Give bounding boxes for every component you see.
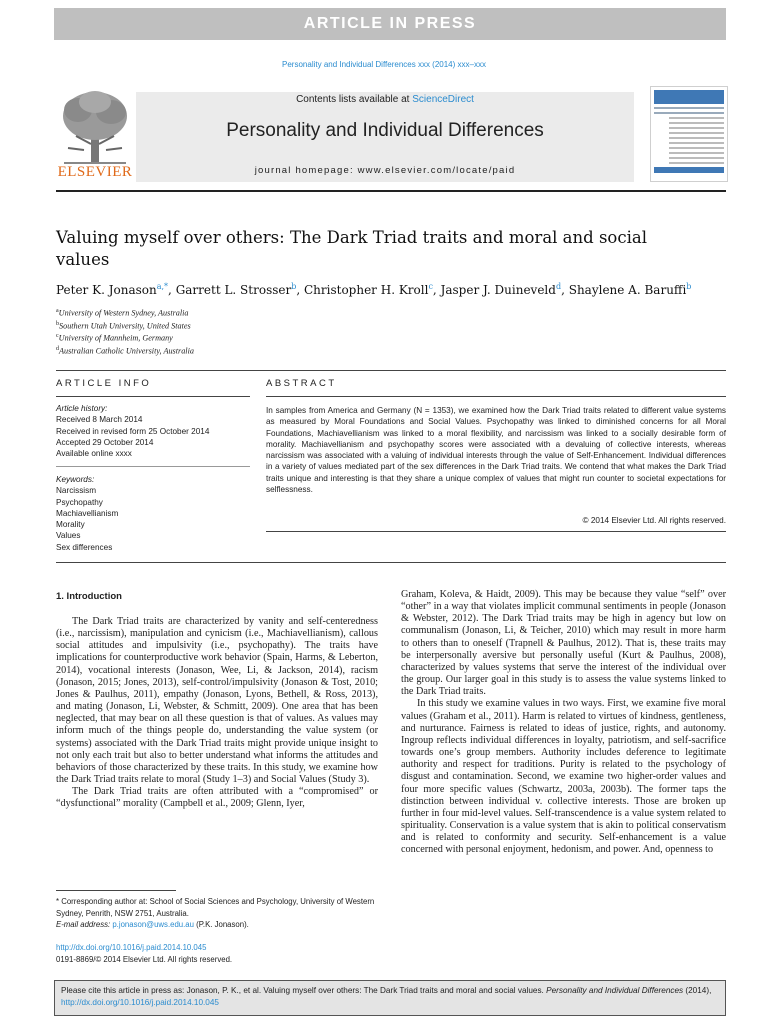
article-history <box>56 403 256 459</box>
author-affiliation-mark[interactable]: b <box>686 282 692 291</box>
affiliation: $^d$Australian Catholic University, Australia <box>56 346 194 356</box>
citation-box <box>54 980 726 1016</box>
email-label: E-mail address: <box>56 920 113 929</box>
divider <box>56 466 250 467</box>
history-item: Accepted 29 October 2014 <box>56 437 154 447</box>
history-item: Received 8 March 2014 <box>56 415 143 425</box>
footnote-divider <box>56 890 176 891</box>
author-name: Christopher H. Kroll <box>303 283 429 297</box>
contents-prefix: Contents lists available at <box>296 94 413 105</box>
paragraph: The Dark Triad traits are often attributed with a “compromised” or “dysfunctional” morality (Campbell et al., 2009; Glenn, Iyer, <box>56 786 378 810</box>
corresponding-author-note: * Corresponding author at: School of Social Sciences and Psychology, University of Western Sydney, Penrith, NSW 2751, Australia. <box>56 897 375 918</box>
abstract-text: In samples from America and Germany (N = 1353), we examined how the Dark Triad traits related to different value systems as measured by Moral Foundations and Social Values. Psychopathy was linked to diminished concerns for all Moral Foundations, Machiavellianism was linked to a moral flexibility, and narcissism was linked to a socially desirable form of morality. Machiavellianism and psychopathy scores were associated with a devaluing of collective interests, whereas narcissism was associated with a valuing of individual interests through the value of Self-Enhancement. Individual differences in a variety of values mediated part of the sex differences in the Dark Triad traits. We contend that what makes the Dark Triad traits unique and interesting is that they share a unique complex of values that might run counter to societal expectations for selflessness. <box>266 406 726 495</box>
author-affiliation-mark[interactable]: b <box>291 282 297 291</box>
doi-link[interactable]: http://dx.doi.org/10.1016/j.paid.2014.10.045 <box>56 943 207 952</box>
keyword: Psychopathy <box>56 497 103 507</box>
journal-cover-thumbnail[interactable] <box>650 86 728 182</box>
citation-journal: Personality and Individual Differences <box>546 986 684 995</box>
paragraph: The Dark Triad traits are characterized by vanity and self-centeredness (i.e., narcissism), manipulation and cynicism (i.e., Machiavellianism), callous social attitudes and impulsivity (i.e., psychopathy). The traits have implications for counterproductive work behavior (Spain, Harms, & Leberton, 2014), vocational interests (Jonason, Wee, Li, & Jackson, 2014), racism (Jonason, 2015; Jones, 2013), self-control/impulsivity (Jonason & Tost, 2010; Jones & Paulhus, 2011), empathy (Jonason, Lyons, Bethell, & Ross, 2013), and mating (Jonason, Li, Webster, & Schmitt, 2009). One area that has been neglected, that may bear on all these question is that of values. As values may inform much of the things people do, understanding the value system (or systems) associated with the Dark Triad traits might provide unique insight to not only each trait but also to better understand what informs the attitudes and behaviors of those characterized by these traits. In this study, we examine how the Dark Triad traits relate to moral (Study 1–3) and Social Values (Study 3). <box>56 616 378 786</box>
citation-doi-link[interactable]: http://dx.doi.org/10.1016/j.paid.2014.10.045 <box>61 998 219 1007</box>
elsevier-logo <box>56 88 134 184</box>
affiliation: $^b$Southern Utah University, United States <box>56 320 191 331</box>
homepage-url[interactable]: www.elsevier.com/locate/paid <box>357 165 516 176</box>
keyword: Sex differences <box>56 542 113 552</box>
history-item: Available online xxxx <box>56 449 132 459</box>
author-affiliation-mark[interactable]: c <box>428 282 433 291</box>
affiliation: $^c$University of Mannheim, Germany <box>56 333 173 344</box>
author-name: Jasper J. Duineveld <box>440 283 556 297</box>
doi-block <box>56 942 378 965</box>
homepage-label: journal homepage: <box>254 165 358 176</box>
affiliations <box>56 306 456 357</box>
history-label: Article history: <box>56 404 108 413</box>
contents-line <box>136 94 634 105</box>
author-name: Garrett L. Strosser <box>175 283 292 297</box>
copyright: © 2014 Elsevier Ltd. All rights reserved. <box>582 516 726 525</box>
keyword: Machiavellianism <box>56 508 119 518</box>
keywords <box>56 474 256 553</box>
sciencedirect-link[interactable]: ScienceDirect <box>412 94 474 105</box>
history-item: Received in revised form 25 October 2014 <box>56 426 210 436</box>
divider <box>56 396 250 397</box>
abstract-heading: ABSTRACT <box>266 378 337 389</box>
divider <box>266 531 726 532</box>
divider <box>266 396 726 397</box>
banner-text: ARTICLE IN PRESS <box>303 15 477 32</box>
journal-reference-link[interactable]: Personality and Individual Differences xxx (2014) xxx–xxx <box>282 60 486 69</box>
journal-title: Personality and Individual Differences <box>226 120 544 141</box>
article-info-heading: ARTICLE INFO <box>56 378 152 389</box>
issn-line: 0191-8869/© 2014 Elsevier Ltd. All rights reserved. <box>56 954 233 964</box>
author-name: Shaylene A. Baruffi <box>568 283 687 297</box>
body-column-left <box>56 616 378 811</box>
keyword: Values <box>56 531 81 541</box>
keywords-label: Keywords: <box>56 475 95 484</box>
publisher-name: ELSEVIER <box>57 164 133 180</box>
keyword: Morality <box>56 520 85 530</box>
divider <box>56 562 726 563</box>
author-list: Peter K. Jonason$^{a,*}$, Garrett L. Strosser$^b$, Christopher H. Kroll$^c$, Jasper J. Duineveld$^d$, Shaylene A. Baruffi$^b$ <box>56 282 692 297</box>
paragraph: Graham, Koleva, & Haidt, 2009). This may be because they value “self” over “other” in a way that violates implicit communal sentiments in people (Jonason & Webster, 2012). The Dark Triad traits may be high in agency but low on communalism (Jonason, Li, & Teicher, 2010) which may result in more harm to others than to oneself (Trapnell & Paulhus, 2012). That is, these traits may be interpersonally aversive but personally useful (Kurt & Paulhus, 2008), characterized by values systems that serve the interest of the individual over the group. Our larger goal in this study is to assess the value systems linked to the Dark Triad traits. <box>401 589 726 698</box>
keyword: Narcissism <box>56 486 97 496</box>
paragraph: In this study we examine values in two ways. First, we examine five moral values (Graham et al., 2011). Harm is related to virtues of kindness, gentleness, and nurturance. Fairness is related to ideas of justice, rights, and autonomy. Ingroup reflects individual differences in loyalty, patriotism, and self-sacrifice towards one’s group members. Authority includes deference to legitimate authority and respect for traditions. Purity is related to the psychology of disgust and contamination. Second, we examine two higher-order values and four more specific values (Schwartz, 2003a, 2003b). The former taps the distinction between individual v. collective interests. Those are broken up further in four mid-level values. Self-transcendence is a value system related to spirituality. Conservation is a value system that is akin to political conservatism and is related to conformity and security. Self-enhancement is a value concerned with personal enjoyment, hedonism, and power. And, openness to <box>401 698 726 856</box>
author-name: Peter K. Jonason <box>56 283 157 297</box>
email-link[interactable]: p.jonason@uws.edu.au <box>112 920 194 929</box>
email-line <box>56 919 378 931</box>
body-column-right <box>401 589 726 856</box>
article-title: Valuing myself over others: The Dark Triad traits and moral and social values <box>56 228 647 269</box>
journal-homepage <box>136 165 634 176</box>
citation-text: Please cite this article in press as: Jonason, P. K., et al. Valuing myself over others: The Dark Triad traits and moral and social values. <box>61 986 547 995</box>
author-affiliation-mark[interactable]: d <box>555 282 562 291</box>
author-affiliation-mark[interactable]: a,* <box>156 282 169 291</box>
section-heading: 1. Introduction <box>56 591 122 602</box>
affiliation: $^a$University of Western Sydney, Australia <box>56 308 189 318</box>
article-in-press-banner <box>54 8 726 40</box>
divider <box>56 370 726 371</box>
email-suffix: (P.K. Jonason). <box>193 920 249 929</box>
footnote <box>56 896 378 931</box>
citation-year: (2014), <box>683 986 712 995</box>
